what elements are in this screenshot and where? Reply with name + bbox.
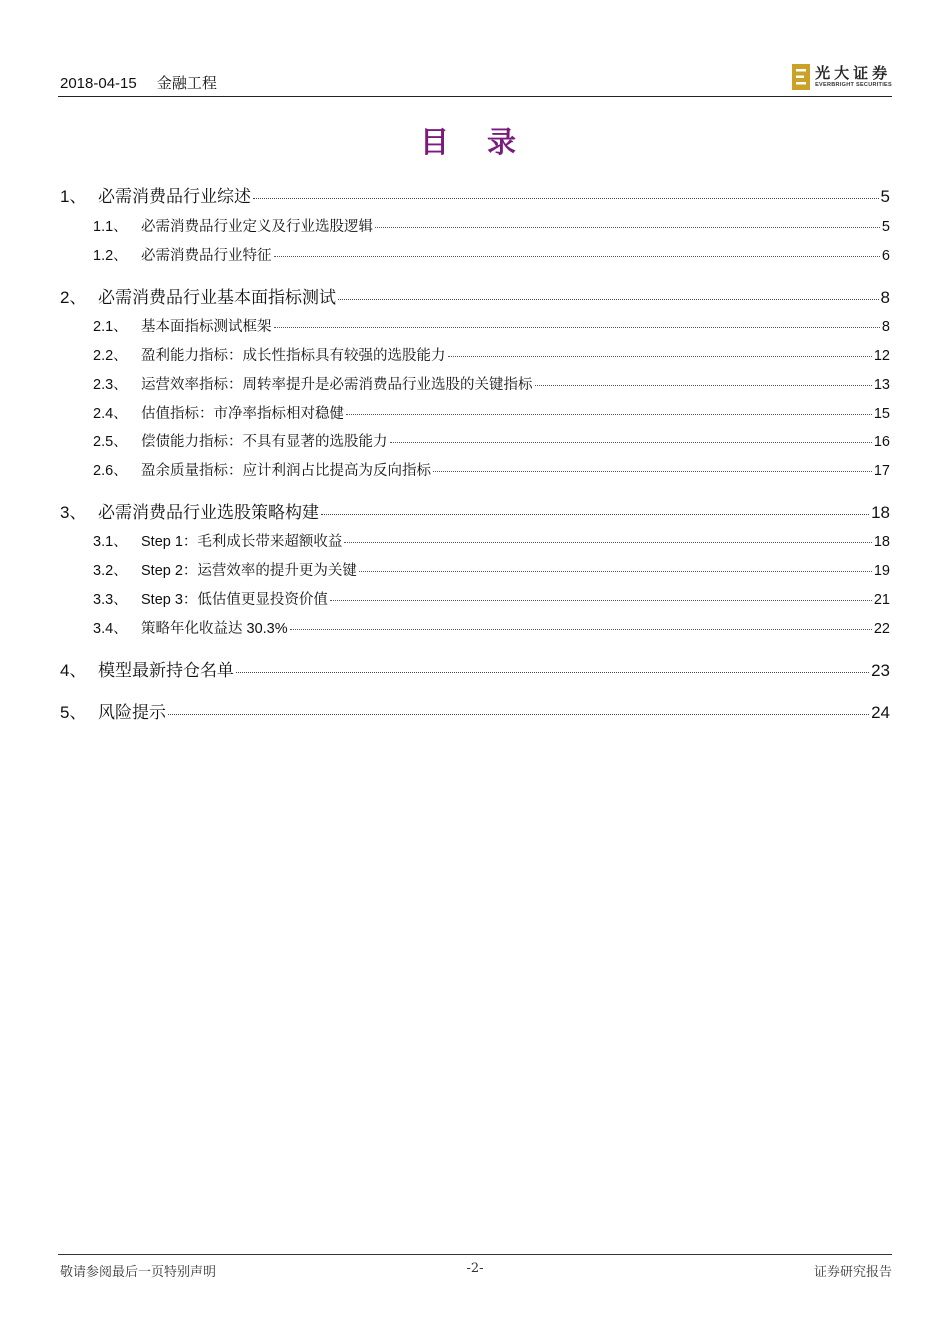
- toc-number: 3、: [60, 503, 87, 522]
- page-footer: [58, 1254, 892, 1281]
- toc-number: 2.1、: [93, 319, 128, 335]
- toc-page-number: 21: [873, 592, 890, 608]
- toc-title: 盈利能力指标：成长性指标具有较强的选股能力: [141, 348, 446, 364]
- toc-page-number: 23: [871, 661, 890, 680]
- everbright-logo-icon: [792, 64, 810, 90]
- toc-number: 2.2、: [93, 348, 128, 364]
- toc-page-number: 13: [873, 377, 890, 393]
- toc-leader: [448, 355, 872, 357]
- toc-entry[interactable]: [93, 430, 890, 450]
- toc-number: 3.4、: [93, 621, 128, 637]
- toc-leader: [433, 470, 872, 472]
- toc-entry[interactable]: [93, 215, 890, 235]
- toc-page-number: 8: [881, 319, 890, 335]
- toc-page-number: 15: [873, 406, 890, 422]
- toc-entry[interactable]: [93, 402, 890, 422]
- toc-title: 必需消费品行业综述: [98, 187, 251, 206]
- toc-title: 运营效率指标：周转率提升是必需消费品行业选股的关键指标: [141, 377, 533, 393]
- toc-entry[interactable]: [60, 283, 890, 307]
- toc-leader: [253, 197, 879, 199]
- toc-leader: [375, 226, 880, 228]
- toc-entry[interactable]: [60, 656, 890, 680]
- toc-leader: [346, 413, 872, 415]
- toc-number: 1.1、: [93, 219, 128, 235]
- toc-title: Step 2：运营效率的提升更为关键: [141, 563, 357, 579]
- toc-title: Step 3：低估值更显投资价值: [141, 592, 328, 608]
- toc-title: 基本面指标测试框架: [141, 319, 272, 335]
- toc-page-number: 17: [873, 463, 890, 479]
- toc-title: 必需消费品行业选股策略构建: [98, 503, 319, 522]
- toc-title: 模型最新持仓名单: [98, 661, 234, 680]
- logo-english-name: EVERBRIGHT SECURITIES: [815, 82, 892, 88]
- footer-disclaimer: 敬请参阅最后一页特别声明: [60, 1265, 217, 1280]
- toc-number: 1.2、: [93, 248, 128, 264]
- toc-leader: [274, 326, 880, 328]
- logo-chinese-name: 光大证券: [815, 64, 892, 82]
- footer-report-type: 证券研究报告: [813, 1265, 892, 1280]
- toc-entry[interactable]: [93, 373, 890, 393]
- toc-entry[interactable]: [93, 617, 890, 637]
- toc-entry[interactable]: [93, 559, 890, 579]
- report-date: 2018-04-15: [60, 75, 137, 92]
- toc-leader: [344, 541, 871, 543]
- page-title: 目 录: [419, 125, 531, 159]
- toc-title: 策略年化收益达 30.3%: [141, 621, 288, 637]
- toc-leader: [359, 570, 872, 572]
- toc-entry[interactable]: [60, 698, 890, 722]
- toc-number: 5、: [60, 703, 87, 722]
- toc-leader: [338, 298, 879, 300]
- toc-page-number: 5: [881, 219, 890, 235]
- toc-page-number: 16: [873, 434, 890, 450]
- toc-entry[interactable]: [93, 315, 890, 335]
- toc-number: 3.1、: [93, 534, 128, 550]
- toc-title: 估值指标：市净率指标相对稳健: [141, 406, 344, 422]
- toc-title: 风险提示: [98, 703, 166, 722]
- toc-page-number: 19: [873, 563, 890, 579]
- toc-leader: [236, 671, 869, 673]
- toc-entry[interactable]: [93, 588, 890, 608]
- toc-page-number: 8: [880, 288, 890, 307]
- toc-entry[interactable]: [60, 182, 890, 206]
- toc-page-number: 12: [873, 348, 890, 364]
- toc-number: 2.3、: [93, 377, 128, 393]
- toc-number: 1、: [60, 187, 87, 206]
- toc-entry[interactable]: [93, 459, 890, 479]
- toc-leader: [330, 599, 872, 601]
- toc-leader: [321, 513, 869, 515]
- toc-number: 2、: [60, 288, 87, 307]
- header-left: [60, 72, 233, 93]
- toc-page-number: 22: [873, 621, 890, 637]
- toc-number: 2.5、: [93, 434, 128, 450]
- toc-number: 3.2、: [93, 563, 128, 579]
- toc-title: 必需消费品行业基本面指标测试: [98, 288, 336, 307]
- toc-leader: [274, 255, 880, 257]
- toc-title: 必需消费品行业定义及行业选股逻辑: [141, 219, 373, 235]
- toc-number: 4、: [60, 661, 87, 680]
- toc-number: 2.6、: [93, 463, 128, 479]
- toc-page-number: 5: [880, 187, 890, 206]
- toc-leader: [290, 628, 872, 630]
- company-logo: [792, 62, 892, 92]
- toc-title: 盈余质量指标：应计利润占比提高为反向指标: [141, 463, 431, 479]
- toc-number: 3.3、: [93, 592, 128, 608]
- toc-entry[interactable]: [93, 530, 890, 550]
- toc-page-number: 6: [881, 248, 890, 264]
- page-number: -2-: [466, 1261, 484, 1276]
- toc-title: 偿债能力指标：不具有显著的选股能力: [141, 434, 388, 450]
- toc-leader: [390, 441, 872, 443]
- page-header: [58, 58, 892, 97]
- toc-page-number: 18: [873, 534, 890, 550]
- toc-entry[interactable]: [93, 244, 890, 264]
- toc-number: 2.4、: [93, 406, 128, 422]
- toc-page-number: 18: [871, 503, 890, 522]
- toc-title: Step 1：毛利成长带来超额收益: [141, 534, 343, 550]
- toc-entry[interactable]: [93, 344, 890, 364]
- toc-title: 必需消费品行业特征: [141, 248, 272, 264]
- toc-entry[interactable]: [60, 498, 890, 522]
- report-category: 金融工程: [156, 75, 217, 92]
- toc-leader: [168, 713, 869, 715]
- toc-leader: [535, 384, 872, 386]
- toc-page-number: 24: [871, 703, 890, 722]
